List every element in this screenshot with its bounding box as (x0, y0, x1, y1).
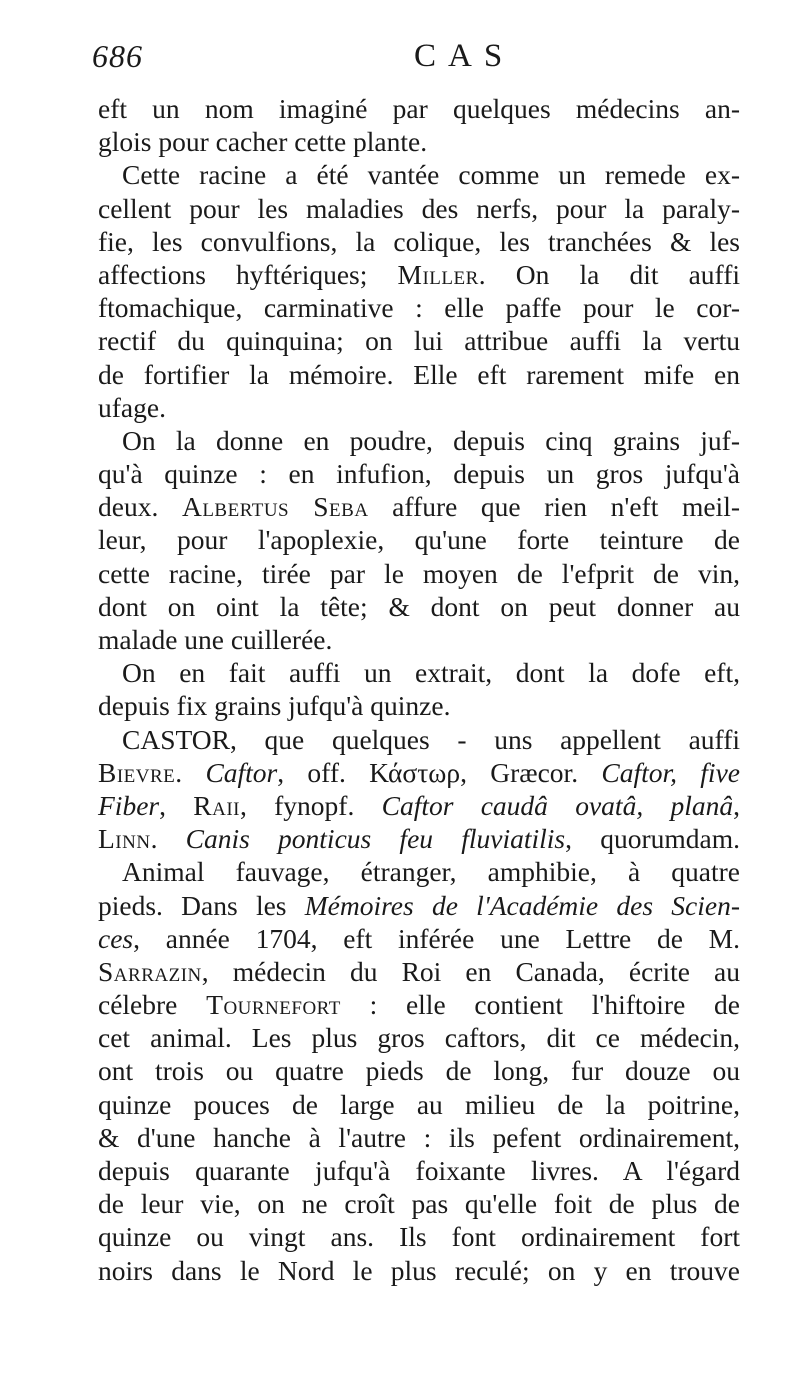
text-segment: ufage. (98, 391, 166, 423)
text-segment: Tournefort (206, 989, 341, 1021)
text-line (98, 1154, 740, 1187)
text-segment: Caftor caudâ ovatâ, planâ (381, 789, 734, 821)
text-line (98, 922, 740, 955)
text-segment: affure que rien n'eft meil- (368, 491, 740, 523)
text-line (98, 1088, 740, 1121)
text-segment: . (175, 756, 206, 788)
text-segment: , fynopf. (239, 789, 382, 821)
text-line (98, 1121, 740, 1154)
text-line (98, 158, 740, 191)
text-segment: rectif du quinquina; on lui attribue auffi la vertu (98, 325, 740, 357)
text-segment: Caftor, five (601, 756, 740, 788)
text-segment: ces (98, 922, 134, 954)
text-segment: , (733, 789, 740, 821)
text-segment: cette racine, tirée par le moyen de l'efprit de vin, (98, 557, 740, 589)
text-segment: Miller (397, 258, 479, 290)
text-line (98, 689, 740, 722)
text-segment: quinze pouces de large au milieu de la poitrine, (98, 1088, 740, 1120)
text-line (98, 590, 740, 623)
text-line (98, 656, 740, 689)
text-line (98, 1021, 740, 1054)
text-segment: noirs dans le Nord le plus reculé; on y en trouve (98, 1254, 740, 1286)
running-head: CAS (414, 38, 515, 74)
text-line (98, 291, 740, 324)
text-segment: : elle contient l'hiftoire de (340, 989, 740, 1021)
page-header (92, 38, 732, 88)
text-line (98, 1220, 740, 1253)
text-segment: CASTOR, que quelques - uns appellent auffi (122, 723, 740, 755)
body-text (98, 92, 740, 1287)
text-segment: . On la dit auffi (478, 258, 740, 290)
text-segment: , off. Κάστωρ, Græcor. (277, 756, 602, 788)
text-segment: Sarrazin (98, 955, 202, 987)
text-segment: Mémoires de l'Académie des Scien- (304, 889, 740, 921)
text-line (98, 1254, 740, 1287)
text-line (98, 490, 740, 523)
text-line (98, 855, 740, 888)
text-segment: . (150, 823, 186, 855)
text-segment: eft un nom imaginé par quelques médecins an- (98, 93, 740, 124)
text-segment: Cette racine a été vantée comme un remede ex- (122, 159, 740, 191)
text-line (98, 457, 740, 490)
text-segment: Bievre (98, 756, 176, 788)
text-line (98, 889, 740, 922)
text-line (98, 424, 740, 457)
text-segment: Canis ponticus feu fluviatilis (185, 823, 566, 855)
text-line (98, 125, 740, 158)
text-line (98, 358, 740, 391)
text-segment: de leur vie, on ne croît pas qu'elle foit de plus de (98, 1188, 740, 1220)
text-segment: deux. (98, 491, 182, 523)
text-line (98, 789, 740, 822)
text-segment: , médecin du Roi en Canada, écrite au (201, 955, 740, 987)
text-line (98, 822, 740, 855)
text-line (98, 988, 740, 1021)
text-segment: affections hyftériques; (98, 258, 398, 290)
text-line (98, 623, 740, 656)
text-segment: glois pour cacher cette plante. (98, 126, 428, 158)
text-segment: Raii (193, 789, 240, 821)
text-segment: qu'à quinze : en infufion, depuis un gros jufqu'à (98, 458, 740, 490)
text-segment: cellent pour les maladies des nerfs, pour la paraly- (98, 192, 740, 224)
text-segment: Linn (98, 823, 151, 855)
text-segment: Caftor (205, 756, 278, 788)
page-number: 686 (92, 38, 143, 74)
text-segment: leur, pour l'apoplexie, qu'une forte teinture de (98, 524, 740, 556)
text-segment: , année 1704, eft inférée une Lettre de M. (133, 922, 740, 954)
text-segment: malade une cuillerée. (98, 624, 333, 655)
text-segment: dont on oint la tête; & dont on peut donner au (98, 590, 740, 622)
text-line (98, 523, 740, 556)
text-segment: & d'une hanche à l'autre : ils pefent ordinairement, (98, 1121, 740, 1153)
text-segment: On en fait auffi un extrait, dont la dofe eft, (122, 657, 740, 689)
text-segment: fie, les convulfions, la colique, les tranchées & les (98, 225, 740, 257)
text-line (98, 391, 740, 424)
text-segment: Albertus Seba (181, 491, 369, 523)
text-line (98, 756, 740, 789)
text-segment: depuis quarante jufqu'à foixante livres. A l'égard (98, 1155, 740, 1186)
text-line (98, 225, 740, 258)
text-line (98, 92, 740, 125)
text-segment: , (159, 789, 194, 821)
text-segment: pieds. Dans les (98, 889, 305, 921)
text-segment: cet animal. Les plus gros caftors, dit ce médecin, (98, 1022, 740, 1054)
text-segment: , quorumdam. (565, 823, 740, 855)
text-segment: depuis fix grains jufqu'à quinze. (98, 690, 451, 722)
text-segment: Fiber (98, 789, 160, 821)
text-segment: quinze ou vingt ans. Ils font ordinairement fort (98, 1221, 740, 1253)
text-line (98, 557, 740, 590)
text-line (98, 1054, 740, 1087)
text-segment: célebre (98, 989, 207, 1021)
text-segment: Animal fauvage, étranger, amphibie, à quatre (122, 856, 740, 888)
text-segment: de fortifier la mémoire. Elle eft rarement mife en (98, 358, 740, 390)
text-line (98, 258, 740, 291)
text-segment: ftomachique, carminative : elle paffe pour le cor- (98, 292, 740, 324)
text-line (98, 192, 740, 225)
text-line (98, 1187, 740, 1220)
text-line (98, 723, 740, 756)
text-line (98, 955, 740, 988)
text-segment: On la donne en poudre, depuis cinq grains juf- (122, 424, 740, 456)
text-line (98, 324, 740, 357)
text-segment: ont trois ou quatre pieds de long, fur douze ou (98, 1055, 740, 1087)
